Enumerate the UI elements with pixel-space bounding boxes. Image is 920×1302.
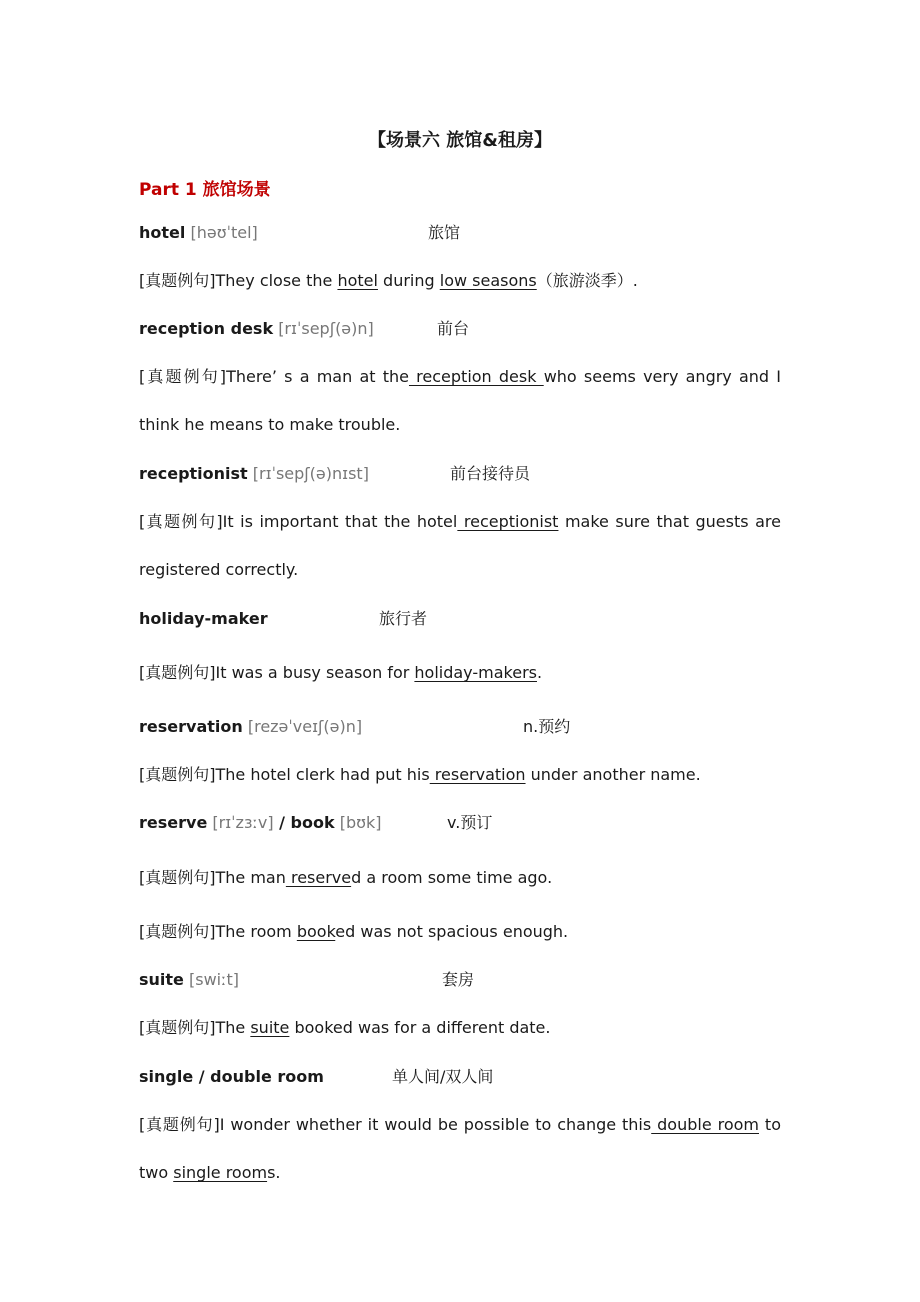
example-label: [真题例句] xyxy=(139,367,227,386)
example-label: [真题例句] xyxy=(139,765,216,784)
section-heading: Part 1 旅馆场景 xyxy=(139,180,271,200)
example-label: [真题例句] xyxy=(139,271,216,290)
example-sentence: [真题例句]It is important that the hotel receptionist make sure that guests are registered correctly. xyxy=(139,512,781,579)
phonetic: [rezəˈveɪʃ(ə)n] xyxy=(247,717,363,736)
keyword: reception desk xyxy=(408,367,544,386)
example-label: [真题例句] xyxy=(139,868,216,887)
term: hotel xyxy=(139,223,186,242)
example-label: [真题例句] xyxy=(139,663,216,682)
translation: 套房 xyxy=(442,970,475,989)
example-label: [真题例句] xyxy=(139,922,216,941)
keyword: reservation xyxy=(429,765,526,784)
example-label: [真题例句] xyxy=(139,512,223,531)
term: single / double room xyxy=(139,1067,324,1086)
keyword: single room xyxy=(173,1163,268,1182)
keyword: receptionist xyxy=(457,512,559,531)
term: reserve xyxy=(139,813,208,832)
example-label: [真题例句] xyxy=(139,1018,216,1037)
example-sentence: [真题例句]They close the hotel during low seasons（旅游淡季）. xyxy=(139,271,638,290)
term: reservation xyxy=(139,717,243,736)
keyword: low seasons xyxy=(439,271,537,290)
keyword: book xyxy=(296,922,336,941)
example-sentence: [真题例句]The suite booked was for a different date. xyxy=(139,1018,551,1037)
vocab-entry-reservation xyxy=(139,716,362,738)
vocab-entry-hotel xyxy=(139,222,258,244)
keyword: reserve xyxy=(285,868,352,887)
vocab-entry-holiday-maker xyxy=(139,608,268,630)
vocab-entry-reception-desk xyxy=(139,318,374,340)
example-sentence: [真题例句]The room booked was not spacious enough. xyxy=(139,922,569,941)
translation: 前台接待员 xyxy=(450,464,531,483)
example-sentence: [真题例句]The man reserved a room some time ago. xyxy=(139,868,553,887)
example-sentence: [真题例句]It was a busy season for holiday-makers. xyxy=(139,663,543,682)
translation: 旅行者 xyxy=(379,609,428,628)
keyword: double room xyxy=(651,1115,759,1134)
keyword: holiday-makers xyxy=(414,663,537,682)
phonetic: [swiːt] xyxy=(189,970,240,989)
example-sentence: [真题例句]The hotel clerk had put his reservation under another name. xyxy=(139,765,701,784)
term: reception desk xyxy=(139,319,274,338)
term: holiday-maker xyxy=(139,609,268,628)
vocab-entry-receptionist xyxy=(139,463,369,485)
translation: 旅馆 xyxy=(428,223,461,242)
keyword: suite xyxy=(250,1018,290,1037)
term: book xyxy=(290,813,335,832)
vocab-entry-single-double-room xyxy=(139,1066,324,1088)
translation: 前台 xyxy=(437,319,470,338)
example-sentence: [真题例句]There’ s a man at the reception desk who seems very angry and I think he means to make trouble. xyxy=(139,367,781,434)
term: receptionist xyxy=(139,464,248,483)
page-title: 【场景六 旅馆&租房】 xyxy=(368,130,552,151)
translation: n.预约 xyxy=(523,717,571,736)
vocab-entry-reserve-book xyxy=(139,812,382,834)
phonetic: [həʊˈtel] xyxy=(190,223,258,242)
phonetic: [rɪˈsepʃ(ə)n] xyxy=(278,319,374,338)
phonetic: [rɪˈsepʃ(ə)nɪst] xyxy=(252,464,369,483)
term: suite xyxy=(139,970,184,989)
separator: / xyxy=(273,813,291,832)
phonetic: [bʊk] xyxy=(339,813,382,832)
vocab-entry-suite xyxy=(139,969,239,991)
example-sentence: [真题例句]I wonder whether it would be possible to change this double room to two single rooms. xyxy=(139,1115,781,1182)
translation: 单人间/双人间 xyxy=(392,1067,494,1086)
translation: v.预订 xyxy=(447,813,493,832)
phonetic: [rɪˈzɜːv] xyxy=(212,813,274,832)
example-label: [真题例句] xyxy=(139,1115,220,1134)
keyword: hotel xyxy=(337,271,378,290)
